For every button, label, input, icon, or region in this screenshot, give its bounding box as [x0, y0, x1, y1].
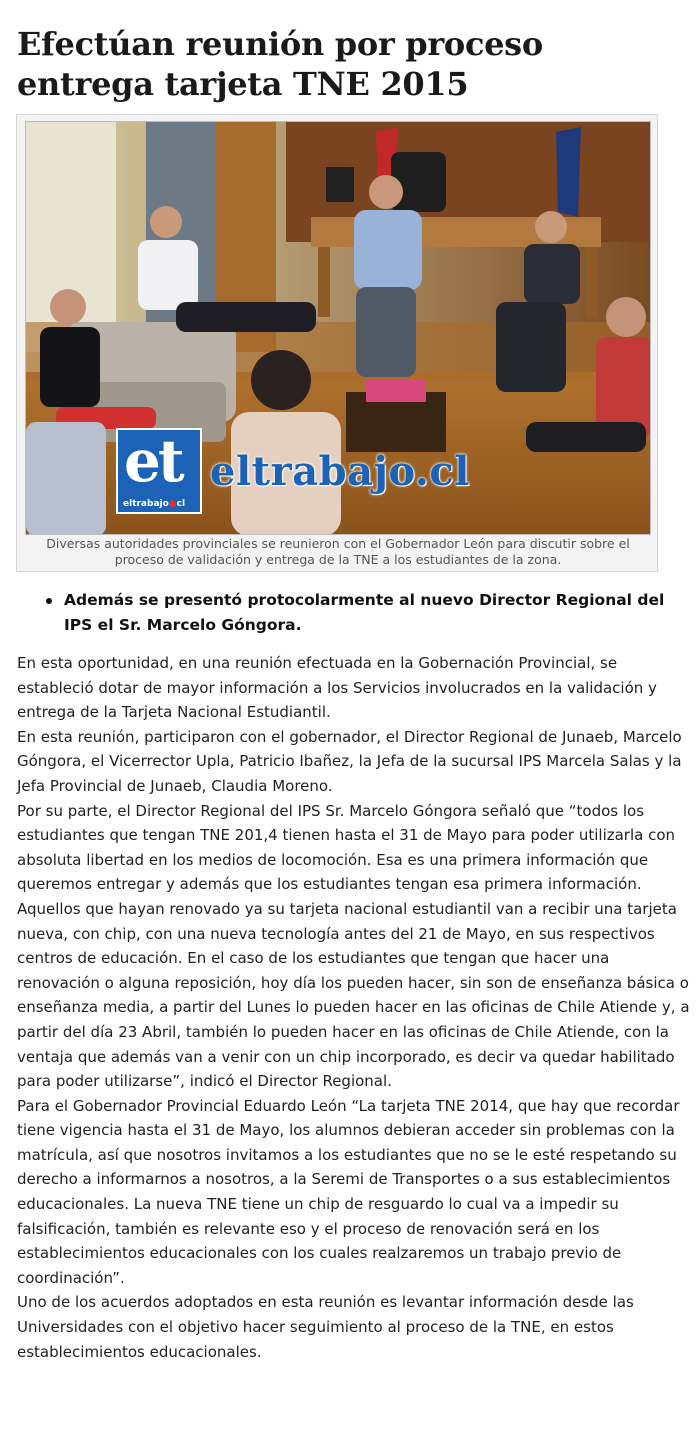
article-photo	[25, 121, 651, 535]
watermark-logo-dot: ●	[168, 499, 177, 509]
paragraph: Por su parte, el Director Regional del IPS Sr. Marcelo Góngora señaló que “todos los estudiantes que tengan TNE 201,4 tienen hasta el 31 de Mayo para poder utilizarla con absoluta libertad en los medios de locomoción. Esa es una primera información que queremos entregar y además que los estudiantes tengan esa primera información. Aquellos que hayan renovado ya su tarjeta nacional estudiantil van a recibir una tarjeta nueva, con chip, con una nueva tecnología antes del 21 de Mayo, en sus respectivos centros de educación. En el caso de los estudiantes que tengan que hacer una renovación o alguna reposición, hoy día los pueden hacer, sin son de enseñanza básica o enseñanza media, a partir del Lunes lo pueden hacer en las oficinas de Chile Atiende y, a partir del día 23 Abril, también lo pueden hacer en las oficinas de Chile Atiende, con la ventaja que además van a venir con un chip incorporado, es decir va quedar habilitado para poder utilizarse”, indicó el Director Regional.	[17, 801, 690, 1091]
watermark-logo-mark: et	[124, 427, 182, 495]
watermark-logo	[116, 428, 202, 514]
watermark-text: eltrabajo.cl	[210, 447, 470, 495]
paragraph: Para el Gobernador Provincial Eduardo León “La tarjeta TNE 2014, que hay que recordar tiene vigencia hasta el 31 de Mayo, los alumnos debieran acceder sin problemas con la matrícula, así que nosotros invitamos a los estudiantes que no se le esté respetando su derecho a informarnos a nosotros, a la Seremi de Transportes o a sus establecimientos educacionales. La nueva TNE tiene un chip de resguardo lo cual va a impedir su falsificación, también es relevante eso y el proceso de renovación será en los establecimientos educacionales con los cuales realzaremos un trabajo previo de coordinación”.	[17, 1096, 680, 1287]
watermark	[116, 428, 470, 514]
article-title: Efectúan reunión por proceso entrega tarjeta TNE 2015	[17, 25, 543, 103]
paragraph: En esta reunión, participaron con el gobernador, el Director Regional de Junaeb, Marcelo Góngora, el Vicerrector Upla, Patricio Ibañez, la Jefa de la sucursal IPS Marcela Salas y la Jefa Provincial de Junaeb, Claudia Moreno.	[17, 727, 682, 795]
paragraph: En esta oportunidad, en una reunión efectuada en la Gobernación Provincial, se estableció dotar de mayor información a los Servicios involucrados en la validación y entrega de la Tarjeta Nacional Estudiantil.	[17, 654, 657, 722]
watermark-logo-small: eltrabajo●cl	[123, 499, 186, 509]
article-body	[17, 651, 693, 1364]
image-caption: Diversas autoridades provinciales se reunieron con el Gobernador León para discutir sobre el proceso de validación y entrega de la TNE a los estudiantes de la zona.	[46, 536, 630, 567]
highlight-bullet: Además se presentó protocolarmente al nuevo Director Regional del IPS el Sr. Marcelo Góngora.	[44, 588, 694, 638]
article-figure	[16, 114, 658, 572]
paragraph: Uno de los acuerdos adoptados en esta reunión es levantar información desde las Universidades con el objetivo hacer seguimiento al proceso de la TNE, en estos establecimientos educacionales.	[17, 1293, 634, 1361]
